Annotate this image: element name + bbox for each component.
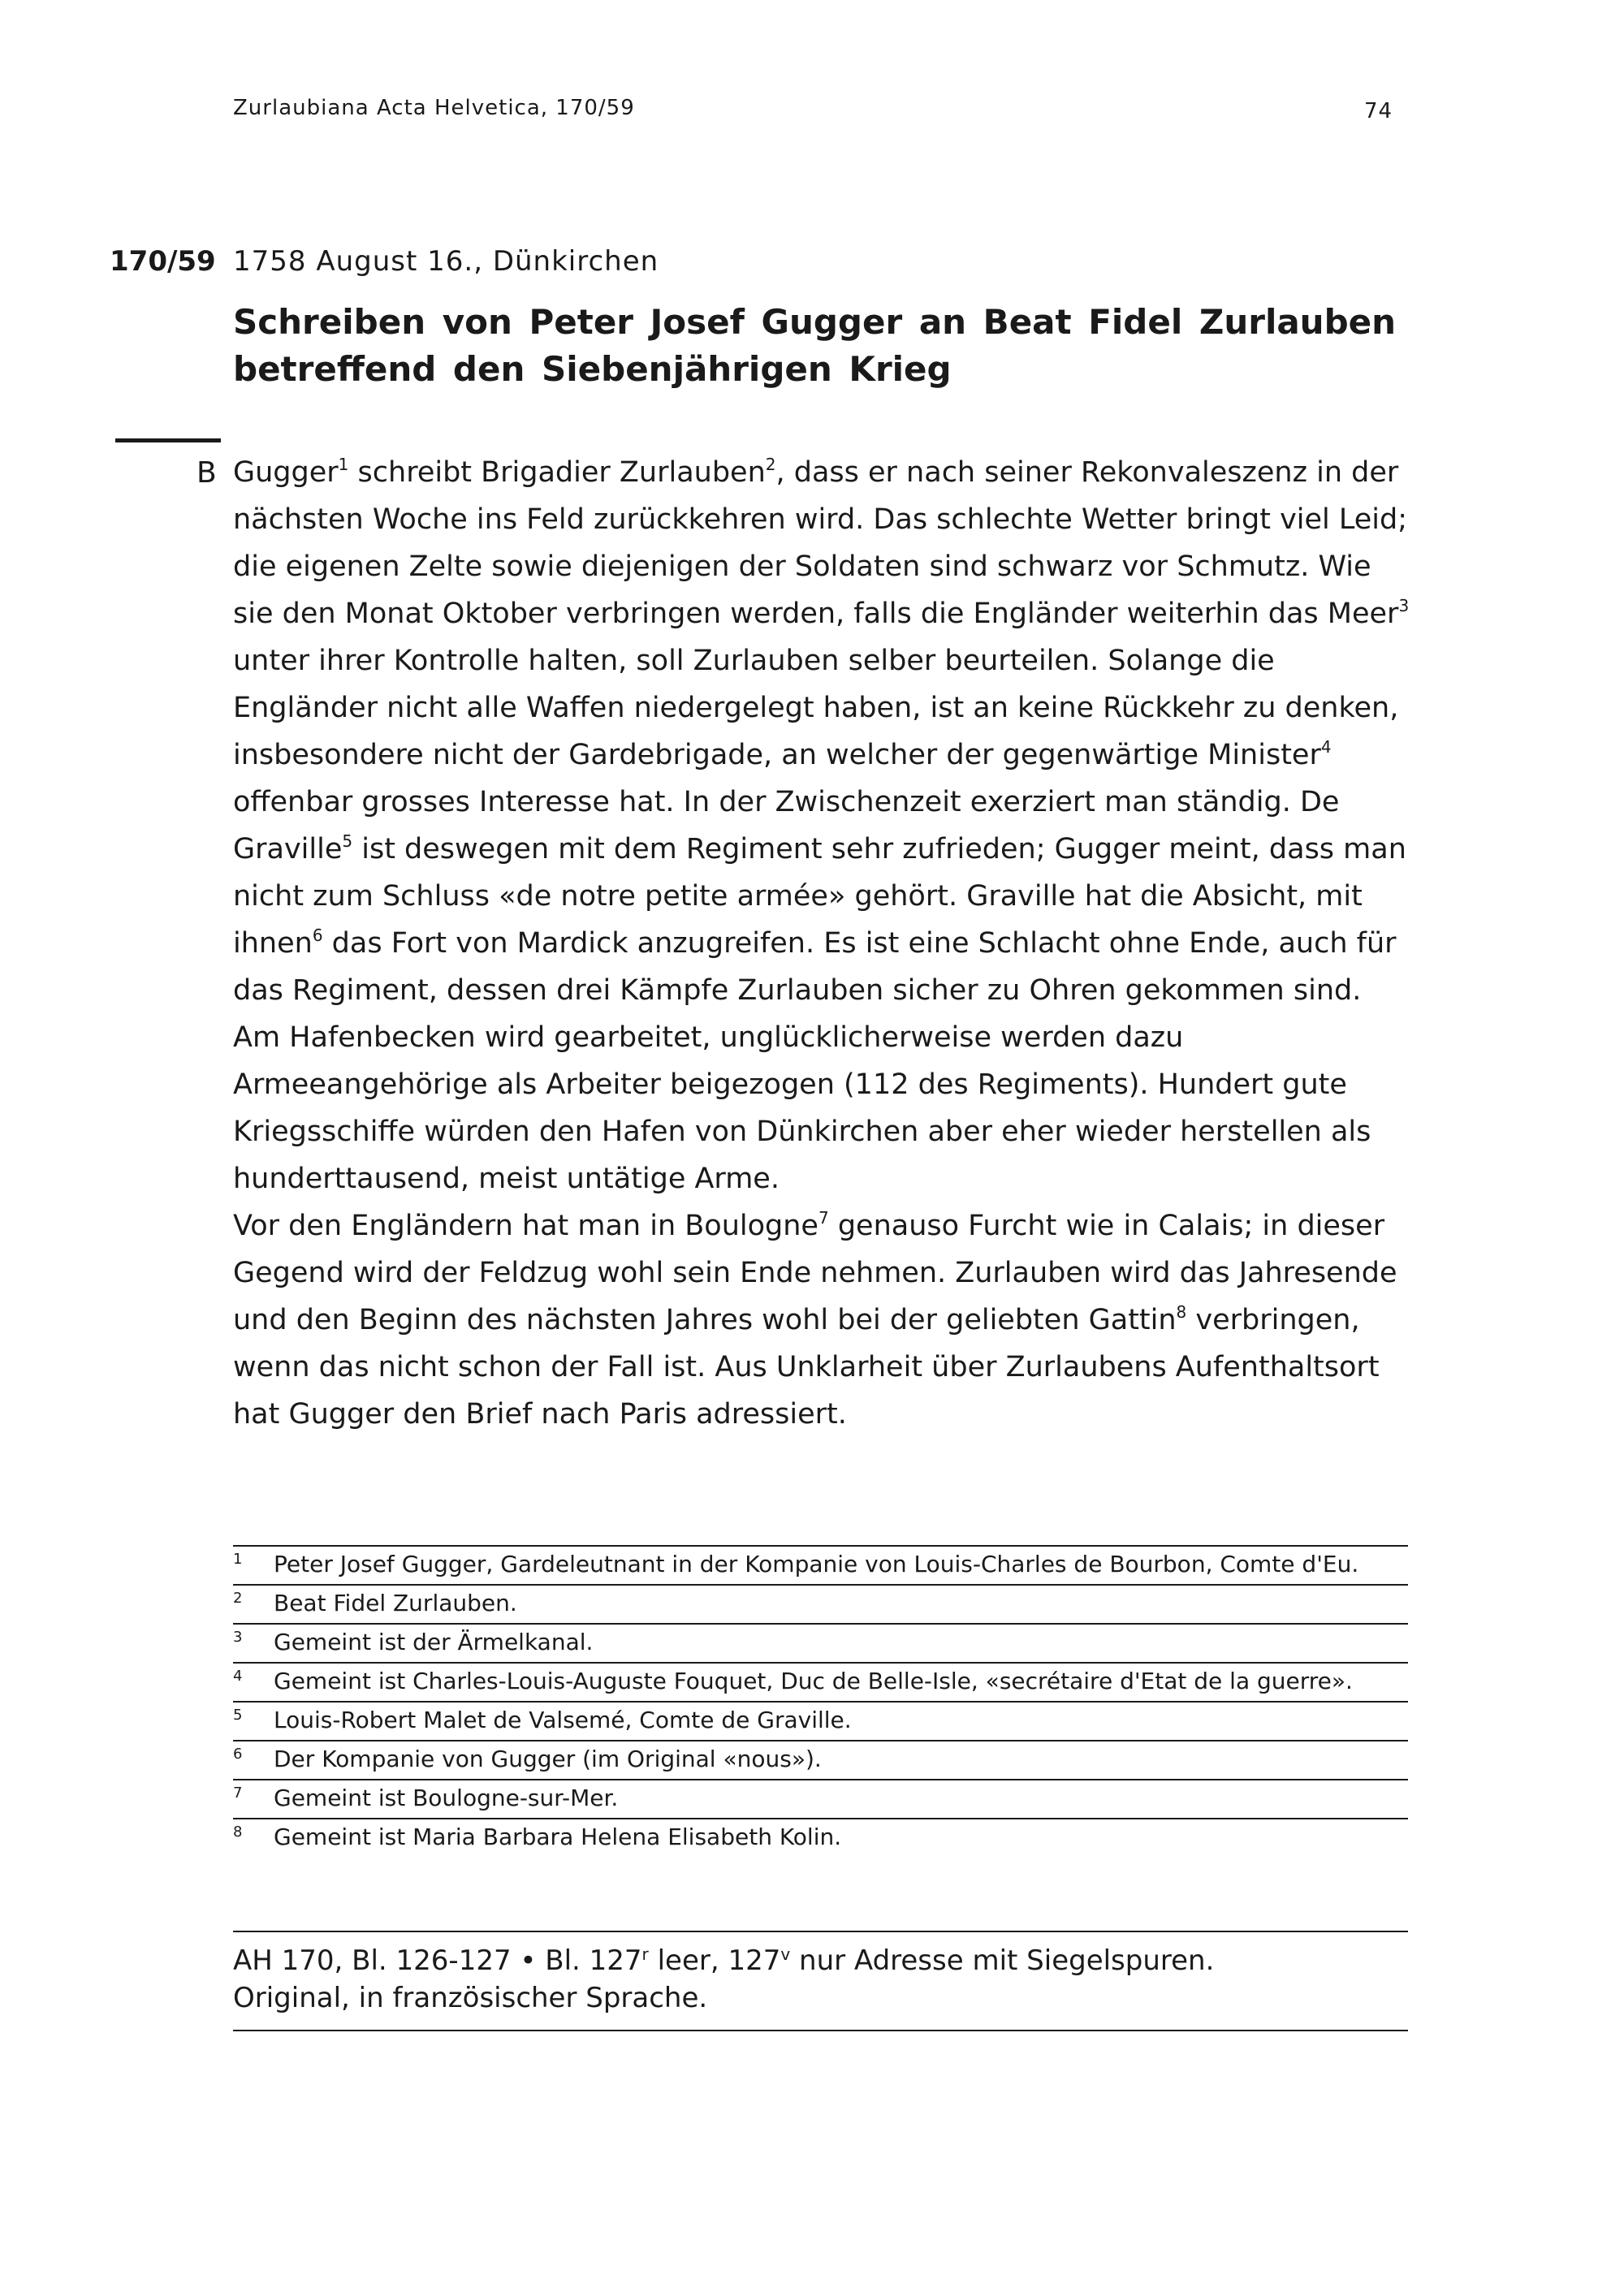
text-span: schreibt Brigadier Zurlauben [348,456,766,489]
footnote [233,1779,1408,1818]
footnote-number: 7 [233,1785,243,1802]
folio-side-recto: r [641,1944,649,1964]
summary-paragraph [233,449,1419,1014]
running-header: Zurlaubiana Acta Helvetica, 170/59 [233,96,635,120]
footnote-number: 5 [233,1707,243,1724]
text-span: unter ihrer Kontrolle halten, soll Zurlauben selber beurteilen. Solange die Engländer nicht alle Waffen niedergelegt haben, ist an keine Rückkehr zu denken, insbesondere nicht der Gardebrigade, an welcher der gegenwärtige Minister [233,645,1399,771]
text-span: ist deswegen mit dem Regiment sehr zufrieden; Gugger meint, dass man nicht zum Schluss «de notre petite armée» gehört. Graville hat die Absicht, mit ihnen [233,833,1406,960]
footnote [233,1662,1408,1701]
footnote [233,1623,1408,1662]
section-marker: B [197,456,217,490]
document-date: 1758 August 16., Dünkirchen [233,245,659,278]
footnote-ref: 7 [818,1208,829,1228]
footnote-number: 8 [233,1823,243,1841]
footnote-number: 2 [233,1590,243,1607]
footnote-text: Gemeint ist Boulogne-sur-Mer. [274,1785,619,1811]
source-line [233,1942,1408,1979]
text-span: nur Adresse mit Siegelspuren. [790,1944,1215,1977]
footnote-ref: 1 [338,455,349,474]
footnote-text: Louis-Robert Malet de Valsemé, Comte de Graville. [274,1707,852,1733]
text-span: , dass er nach seiner Rekonvaleszenz in der nächsten Woche ins Feld zurückkehren wird. Das schlechte Wetter bringt viel Leid; die eigenen Zelte sowie diejenigen der Soldaten sind schwarz vor Schmutz. Wie sie den Monat Oktober verbringen werden, falls die Engländer weiterhin das Meer [233,456,1408,630]
summary-text [233,449,1419,1438]
text-span: das Fort von Mardick anzugreifen. Es ist eine Schlacht ohne Ende, auch für das Regiment, dessen drei Kämpfe Zurlauben sicher zu Ohren gekommen sind. [233,927,1397,1007]
footnote-text: Peter Josef Gugger, Gardeleutnant in der Kompanie von Louis-Charles de Bourbon, Comte d'Eu. [274,1551,1359,1577]
source-note [233,1931,1408,2031]
footnote [233,1545,1408,1584]
summary-paragraph: Am Hafenbecken wird gearbeitet, unglücklicherweise werden dazu Armeeangehörige als Arbeiter beigezogen (112 des Regiments). Hundert gute Kriegsschiffe würden den Hafen von Dünkirchen aber eher wieder herstellen als hunderttausend, meist untätige Arme. [233,1021,1371,1195]
document-number: 170/59 [110,245,216,278]
footnote-ref: 3 [1398,596,1410,615]
footnote [233,1701,1408,1740]
text-span: verbringen, wenn das nicht schon der Fall ist. Aus Unklarheit über Zurlaubens Aufenthaltsort hat Gugger den Brief nach Paris adressiert. [233,1304,1380,1431]
section-rule [115,438,221,442]
source-line: Original, in französischer Sprache. [233,1982,708,2014]
footnote-text: Gemeint ist Maria Barbara Helena Elisabeth Kolin. [274,1823,842,1850]
footnote-text: Gemeint ist der Ärmelkanal. [274,1629,594,1655]
footnote-number: 6 [233,1746,243,1763]
text-span: Gugger [233,456,339,489]
text-span: genauso Furcht wie in Calais; in dieser Gegend wird der Feldzug wohl sein Ende nehmen. Zurlauben wird das Jahresende und den Beginn des nächsten Jahres wohl bei der geliebten Gattin [233,1210,1397,1336]
footnote-number: 3 [233,1629,243,1646]
text-span: AH 170, Bl. 126-127 • Bl. 127 [233,1944,642,1977]
footnote-list [233,1545,1408,1857]
footnote-text: Der Kompanie von Gugger (im Original «nous»). [274,1746,822,1772]
footnote-text: Beat Fidel Zurlauben. [274,1590,517,1616]
footnote-number: 1 [233,1551,243,1568]
page-number: 74 [1364,99,1393,123]
footnote-text: Gemeint ist Charles-Louis-Auguste Fouquet, Duc de Belle-Isle, «secrétaire d'Etat de la guerre». [274,1668,1353,1694]
folio-side-verso: v [780,1944,791,1964]
document-title: Schreiben von Peter Josef Gugger an Beat Fidel Zurlauben betreffend den Siebenjährigen Krieg [233,302,1397,389]
text-span: Vor den Engländern hat man in Boulogne [233,1210,818,1242]
footnote [233,1818,1408,1857]
footnote-ref: 2 [765,455,776,474]
footnote-ref: 8 [1176,1302,1187,1322]
text-span: leer, 127 [648,1944,781,1977]
footnote-number: 4 [233,1668,243,1685]
footnote-ref: 5 [342,831,353,851]
footnote [233,1740,1408,1779]
footnote-ref: 4 [1320,737,1332,757]
text-span: offenbar grosses Interesse hat. In der Zwischenzeit exerziert man ständig. De Graville [233,786,1340,865]
summary-paragraph [233,1202,1419,1438]
footnote-ref: 6 [312,926,323,945]
footnote [233,1584,1408,1623]
